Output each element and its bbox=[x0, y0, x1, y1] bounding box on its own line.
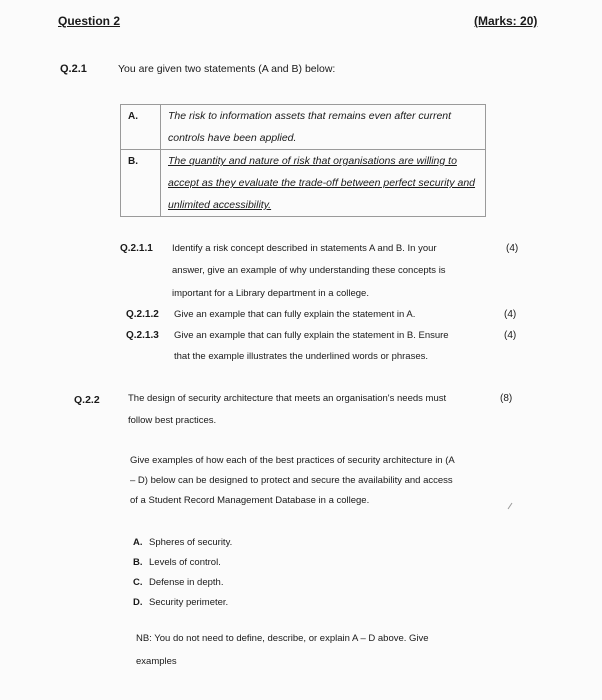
statement-b-key: B. bbox=[121, 150, 161, 217]
q2211-number: Q.2.1.1 bbox=[120, 243, 153, 254]
statement-a-text bbox=[161, 105, 486, 150]
practice-item-a bbox=[133, 537, 232, 548]
q222-task-line: – D) below can be designed to protect and secure the availability and access bbox=[130, 475, 453, 486]
q221-prompt: You are given two statements (A and B) below: bbox=[118, 63, 336, 75]
q2213-line: Give an example that can fully explain the statement in B. Ensure bbox=[174, 330, 449, 341]
q2211-line: important for a Library department in a college. bbox=[172, 288, 369, 299]
practice-text: Defense in depth. bbox=[149, 577, 224, 588]
practice-text: Security perimeter. bbox=[149, 597, 229, 608]
practice-letter: C. bbox=[133, 577, 143, 588]
q2211-marks: (4) bbox=[506, 243, 519, 254]
q2212-line: Give an example that can fully explain the statement in A. bbox=[174, 309, 416, 320]
statement-b-text bbox=[161, 150, 486, 217]
q222-marks: (8) bbox=[500, 393, 513, 404]
question-title: Question 2 bbox=[58, 14, 121, 28]
pen-mark-icon bbox=[506, 502, 514, 510]
statement-b-line: unlimited accessibility. bbox=[168, 199, 272, 211]
total-marks: (Marks: 20) bbox=[474, 14, 538, 28]
statement-b-line: accept as they evaluate the trade-off between perfect security and bbox=[168, 177, 476, 189]
q221-number: Q.2.1 bbox=[60, 63, 87, 75]
practice-letter: A. bbox=[133, 537, 143, 548]
practice-letter: D. bbox=[133, 597, 143, 608]
note-line: examples bbox=[136, 656, 177, 667]
practice-letter: B. bbox=[133, 557, 143, 568]
statement-b-row bbox=[121, 150, 486, 217]
statements-table bbox=[120, 104, 486, 217]
statement-a-line: The risk to information assets that remains even after current bbox=[168, 110, 452, 122]
q2213-number: Q.2.1.3 bbox=[126, 330, 159, 341]
q2211-line: Identify a risk concept described in statements A and B. In your bbox=[172, 243, 437, 254]
q2213-line: that the example illustrates the underlined words or phrases. bbox=[174, 351, 428, 362]
practice-text: Levels of control. bbox=[149, 557, 221, 568]
note-line: NB: You do not need to define, describe, or explain A – D above. Give bbox=[136, 633, 429, 644]
q222-number: Q.2.2 bbox=[74, 394, 100, 406]
practice-item-b bbox=[133, 557, 221, 568]
q2212-number: Q.2.1.2 bbox=[126, 309, 159, 320]
practice-item-d bbox=[133, 597, 228, 608]
q2213-marks: (4) bbox=[504, 330, 517, 341]
statement-a-line: controls have been applied. bbox=[168, 132, 297, 144]
practice-item-c bbox=[133, 577, 223, 588]
statement-a-row bbox=[121, 105, 486, 150]
statement-a-key: A. bbox=[121, 105, 161, 150]
q222-task-line: Give examples of how each of the best practices of security architecture in (A bbox=[130, 455, 455, 466]
statement-b-line: The quantity and nature of risk that organisations are willing to bbox=[168, 155, 457, 167]
q2211-line: answer, give an example of why understanding these concepts is bbox=[172, 265, 446, 276]
q222-task-line: of a Student Record Management Database in a college. bbox=[130, 495, 370, 506]
q222-intro-line: The design of security architecture that meets an organisation's needs must bbox=[128, 393, 447, 404]
q2212-marks: (4) bbox=[504, 309, 517, 320]
q222-intro-line: follow best practices. bbox=[128, 415, 217, 426]
practice-text: Spheres of security. bbox=[149, 537, 233, 548]
